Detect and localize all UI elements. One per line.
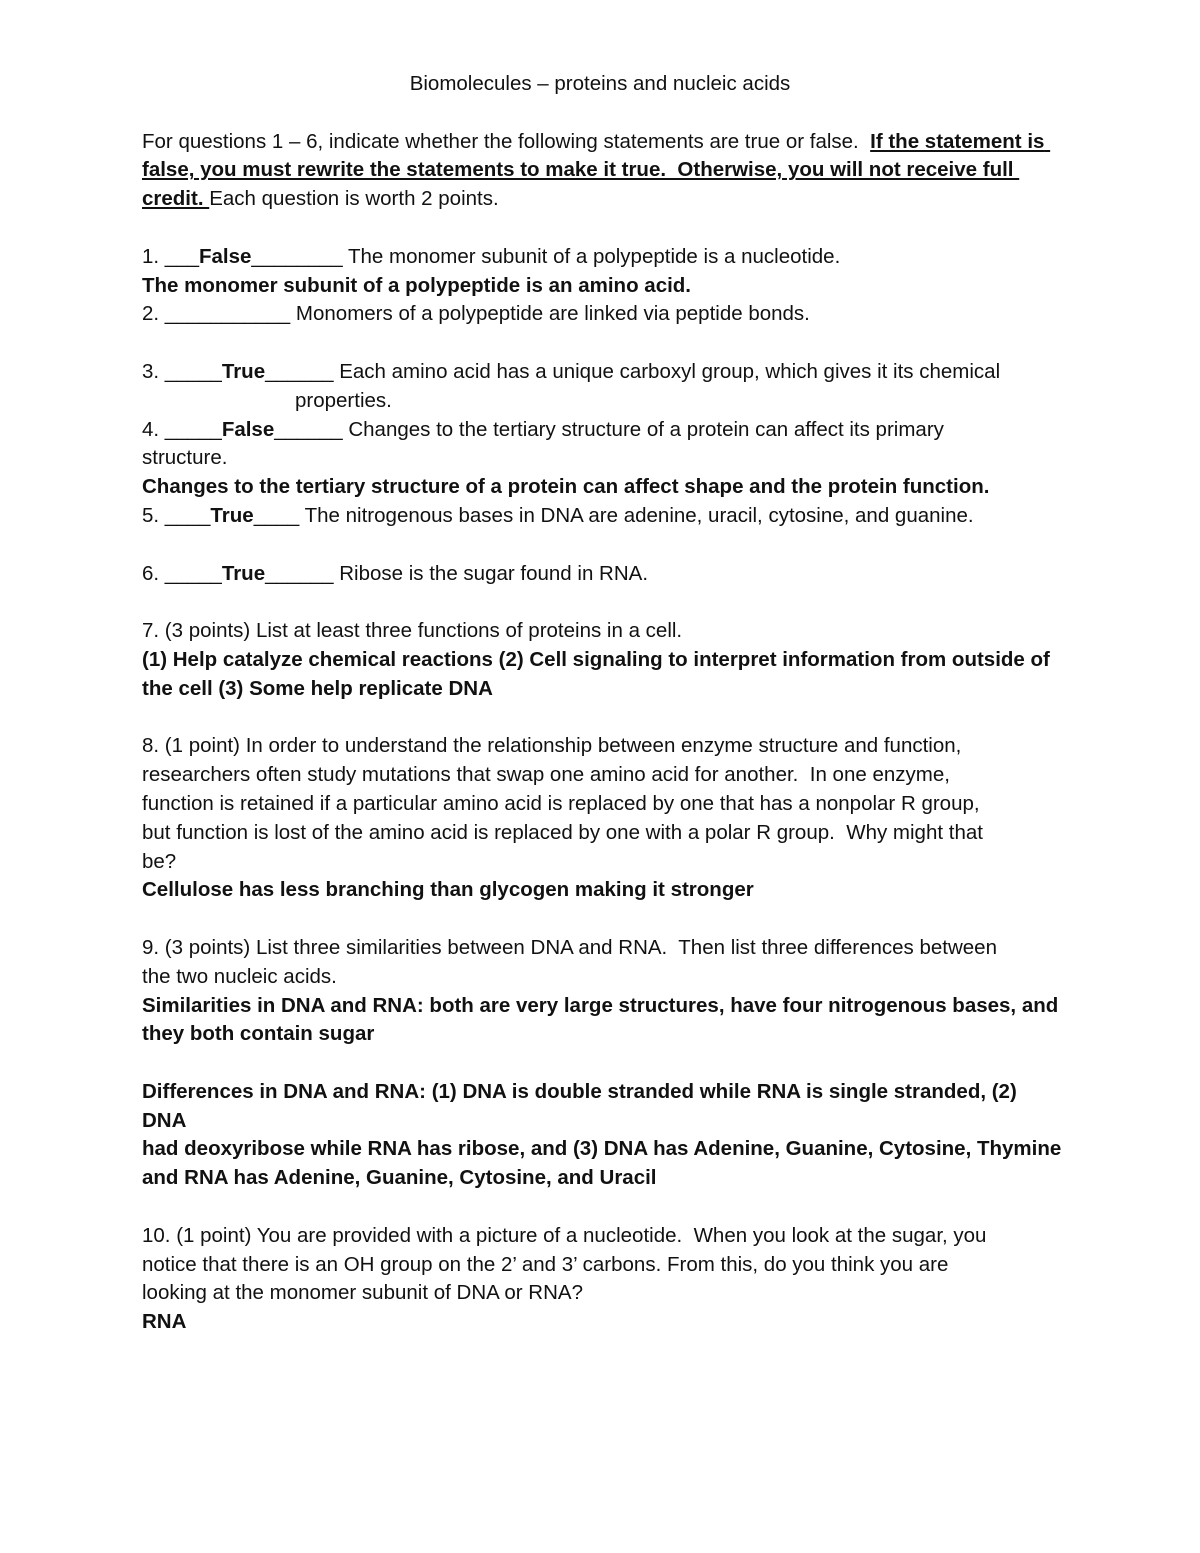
question-10-line-2: notice that there is an OH group on the 2’ and 3’ carbons. From this, do you think you are [142,1252,949,1276]
q3-blank: ______ [265,359,334,383]
q4-correction: Changes to the tertiary structure of a protein can affect shape and the protein function. [142,475,990,499]
q9-similarities-line-2: they both contain sugar [142,1022,375,1046]
question-7: 7. (3 points) List at least three functions of proteins in a cell. [142,619,683,643]
spacer [142,329,1062,358]
q4-statement: Changes to the tertiary structure of a protein can affect its primary [342,417,944,441]
question-8-line-1: 8. (1 point) In order to understand the relationship between enzyme structure and function, [142,734,962,758]
q6-prefix: 6. _____ [142,561,222,585]
question-9-line-1: 9. (3 points) List three similarities between DNA and RNA. Then list three differences between [142,935,997,959]
question-3 [142,358,1062,387]
q9-differences-line-2: had deoxyribose while RNA has ribose, and (3) DNA has Adenine, Guanine, Cytosine, Thymine [142,1137,1062,1161]
q6-statement: Ribose is the sugar found in RNA. [333,561,649,585]
q4-answer: False [221,417,275,441]
q3-statement: Each amino acid has a unique carboxyl group, which gives it its chemical [333,359,1001,383]
question-8-line-3: function is retained if a particular amino acid is replaced by one that has a nonpolar R group, [142,791,980,815]
question-9-line-2: the two nucleic acids. [142,964,337,988]
q1-answer: False [199,244,252,268]
q5-prefix: 5. ____ [142,503,211,527]
q6-blank: ______ [265,561,334,585]
q1-blank: ________ [251,244,343,268]
instructions [142,128,1062,214]
spacer [142,214,1062,243]
q5-answer: True [210,503,254,527]
spacer [142,704,1062,733]
spacer [142,1193,1062,1222]
q9-differences-line-3: and RNA has Adenine, Guanine, Cytosine, and Uracil [142,1166,657,1190]
q3-prefix: 3. _____ [142,359,222,383]
document-title: Biomolecules – proteins and nucleic acids [409,72,791,95]
q3-statement-cont: properties. [295,388,392,412]
instructions-emphasis: If the statement is false, you must rewrite the statements to make it true. Otherwise, you will not receive full credit. [142,129,1051,211]
q5-blank: ____ [253,503,300,527]
instructions-tail: Each question is worth 2 points. [209,187,499,211]
q3-answer: True [221,359,266,383]
q1-correction: The monomer subunit of a polypeptide is an amino acid. [142,273,692,297]
q2-prefix: 2. ___________ [142,302,291,326]
q2-statement: Monomers of a polypeptide are linked via peptide bonds. [290,302,810,326]
document-content [142,70,1062,1337]
q4-prefix: 4. _____ [142,417,222,441]
question-8-line-2: researchers often study mutations that swap one amino acid for another. In one enzyme, [142,763,950,787]
question-5 [142,502,1062,531]
question-2 [142,300,1062,329]
question-8-line-4: but function is lost of the amino acid is replaced by one with a polar R group. Why might that [142,820,983,844]
question-10-line-1: 10. (1 point) You are provided with a picture of a nucleotide. When you look at the sugar, you [142,1223,987,1247]
question-6 [142,560,1062,589]
q6-answer: True [221,561,266,585]
q10-answer: RNA [142,1310,187,1334]
q7-answer-line-2: the cell (3) Some help replicate DNA [142,676,493,700]
q9-differences-line-1: Differences in DNA and RNA: (1) DNA is double stranded while RNA is single stranded, (2) DNA [142,1079,1023,1132]
q8-answer: Cellulose has less branching than glycogen making it stronger [142,878,754,902]
q4-statement-cont: structure. [142,446,228,470]
spacer [142,531,1062,560]
spacer [142,1049,1062,1078]
question-1 [142,243,1062,272]
question-8-line-5: be? [142,849,177,873]
q1-prefix: 1. ___ [142,244,199,268]
q9-similarities-line-1: Similarities in DNA and RNA: both are very large structures, have four nitrogenous bases, and [142,993,1059,1017]
q1-statement: The monomer subunit of a polypeptide is a nucleotide. [342,244,841,268]
instructions-intro: For questions 1 – 6, indicate whether the following statements are true or false. [142,129,871,153]
spacer [142,905,1062,934]
q5-statement: The nitrogenous bases in DNA are adenine, uracil, cytosine, and guanine. [299,503,974,527]
q4-blank: ______ [274,417,343,441]
q7-answer-line-1: (1) Help catalyze chemical reactions (2) Cell signaling to interpret information from outside of [142,647,1050,671]
spacer [142,588,1062,617]
question-10-line-3: looking at the monomer subunit of DNA or RNA? [142,1281,583,1305]
question-4 [142,416,1062,445]
